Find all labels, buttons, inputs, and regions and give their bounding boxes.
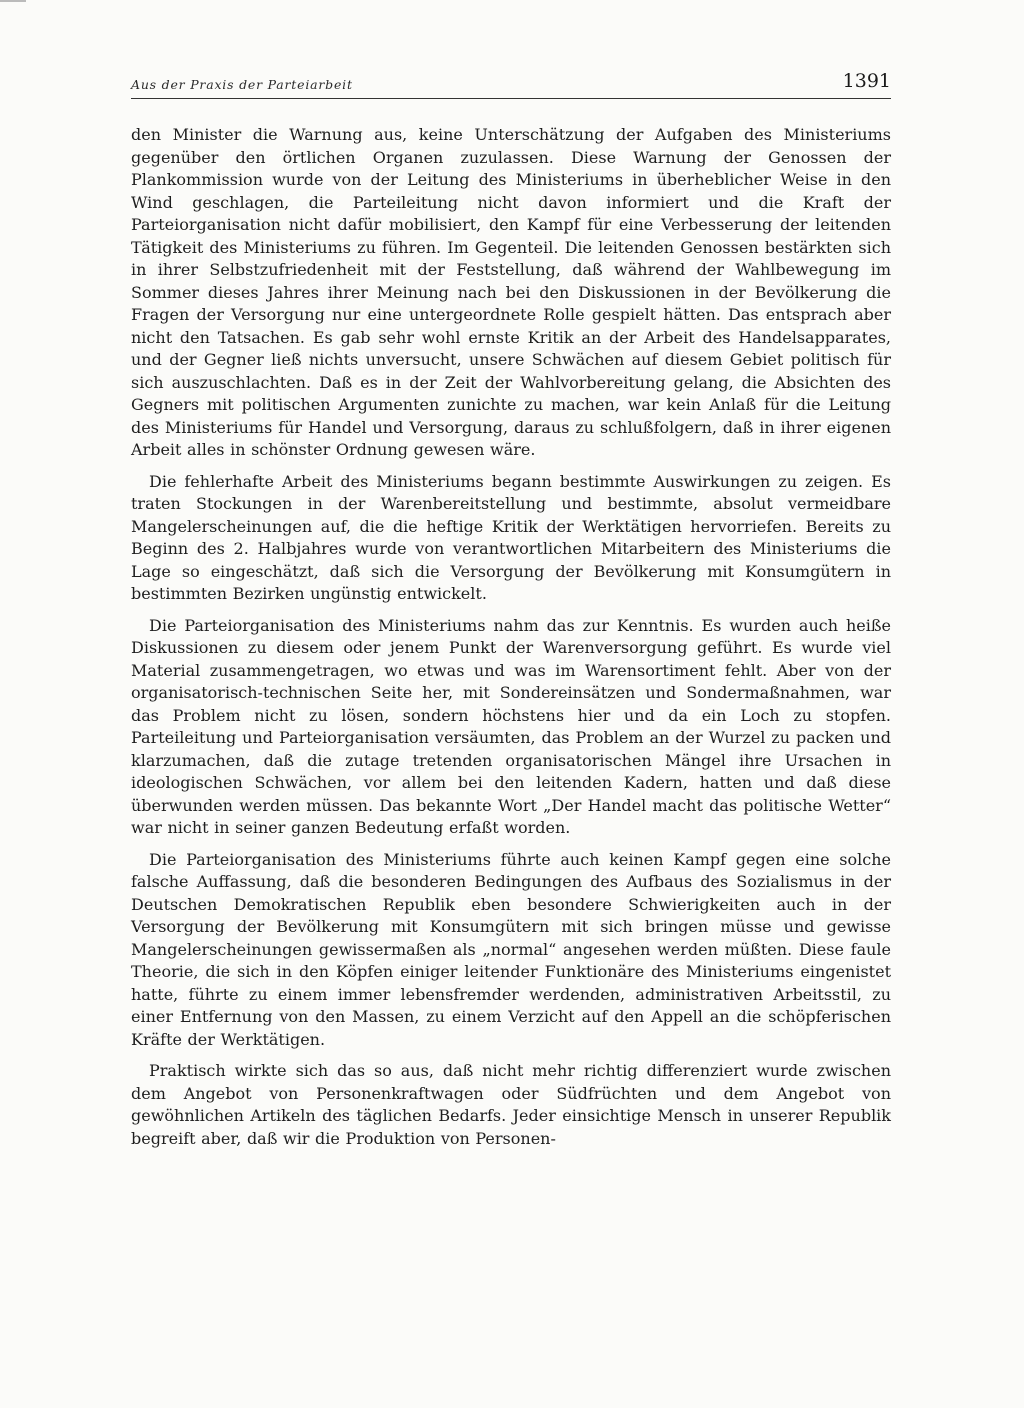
page-header	[131, 70, 891, 110]
page-number: 1391	[842, 70, 891, 92]
paragraph-5: Praktisch wirkte sich das so aus, daß nicht mehr richtig differenziert wurde zwischen dem Angebot von Personenkraftwagen oder Südfrüchten und dem Angebot von gewöhnlichen Artikeln des täglichen Bedarfs. Jeder einsichtige Mensch in unserer Republik begreift aber, daß wir die Produktion von Personen-	[131, 1061, 891, 1148]
header-rule	[131, 98, 891, 99]
paragraph-1: den Minister die Warnung aus, keine Unterschätzung der Aufgaben des Ministeriums gegenüber den örtlichen Organen zuzulassen. Diese Warnung der Genossen der Plankommission wurde von der Leitung des Ministeriums in überheblicher Weise in den Wind geschlagen, die Parteileitung nicht davon informiert und die Kraft der Parteiorganisation nicht dafür mobilisiert, den Kampf für eine Verbesserung der leitenden Tätigkeit des Ministeriums zu führen. Im Gegenteil. Die leitenden Genossen bestärkten sich in ihrer Selbstzufriedenheit mit der Feststellung, daß während der Wahlbewegung im Sommer dieses Jahres ihrer Meinung nach bei den Diskussionen in der Bevölkerung die Fragen der Versorgung nur eine untergeordnete Rolle gespielt hätten. Das entsprach aber nicht den Tatsachen. Es gab sehr wohl ernste Kritik an der Arbeit des Handelsapparates, und der Gegner ließ nichts unversucht, unsere Schwächen auf diesem Gebiet politisch für sich auszuschlachten. Daß es in der Zeit der Wahlvorbereitung gelang, die Absichten des Gegners mit politischen Argumenten zunichte zu machen, war kein Anlaß für die Leitung des Ministeriums für Handel und Versorgung, daraus zu schlußfolgern, daß in ihrer eigenen Arbeit alles in schönster Ordnung gewesen wäre.	[131, 125, 891, 459]
scan-artifact	[0, 0, 26, 2]
paragraph-3: Die Parteiorganisation des Ministeriums nahm das zur Kenntnis. Es wurden auch heiße Diskussionen zu diesem oder jenem Punkt der Warenversorgung geführt. Es wurde viel Material zusammengetragen, wo etwas und was im Warensortiment fehlt. Aber von der organisatorisch-technischen Seite her, mit Sondereinsätzen und Sondermaßnahmen, war das Problem nicht zu lösen, sondern höchstens hier und da ein Loch zu stopfen. Parteileitung und Parteiorganisation versäumten, das Problem an der Wurzel zu packen und klarzumachen, daß die zutage tretenden organisatorischen Mängel ihre Ursachen in ideologischen Schwächen, vor allem bei den leitenden Kadern, hatten und daß diese überwunden werden müssen. Das bekannte Wort „Der Handel macht das politische Wetter“ war nicht in seiner ganzen Bedeutung erfaßt worden.	[131, 615, 891, 837]
paragraph-2: Die fehlerhafte Arbeit des Ministeriums begann bestimmte Auswirkungen zu zeigen. Es traten Stockungen in der Warenbereitstellung und bestimmte, absolut vermeidbare Mangelerscheinungen auf, die die heftige Kritik der Werktätigen hervorriefen. Bereits zu Beginn des 2. Halbjahres wurde von verantwortlichen Mitarbeitern des Ministeriums die Lage so eingeschätzt, daß sich die Versorgung der Bevölkerung mit Konsumgütern in bestimmten Bezirken ungünstig entwickelt.	[131, 471, 891, 603]
paragraph-4: Die Parteiorganisation des Ministeriums führte auch keinen Kampf gegen eine solche falsche Auffassung, daß die besonderen Bedingungen des Aufbaus des Sozialismus in der Deutschen Demokratischen Republik eben besondere Schwierigkeiten auch in der Versorgung der Bevölkerung mit Konsumgütern mit sich bringen müsse und gewisse Mangelerscheinungen gewissermaßen als „normal“ angesehen werden müßten. Diese faule Theorie, die sich in den Köpfen einiger leitender Funktionäre des Ministeriums eingenistet hatte, führte zu einem immer lebensfremder werdenden, administrativen Arbeitsstil, zu einer Entfernung von den Massen, zu einem Verzicht auf den Appell an die schöpferischen Kräfte der Werktätigen.	[131, 849, 891, 1049]
running-title: Aus der Praxis der Parteiarbeit	[131, 77, 353, 92]
body-text	[131, 124, 891, 1159]
